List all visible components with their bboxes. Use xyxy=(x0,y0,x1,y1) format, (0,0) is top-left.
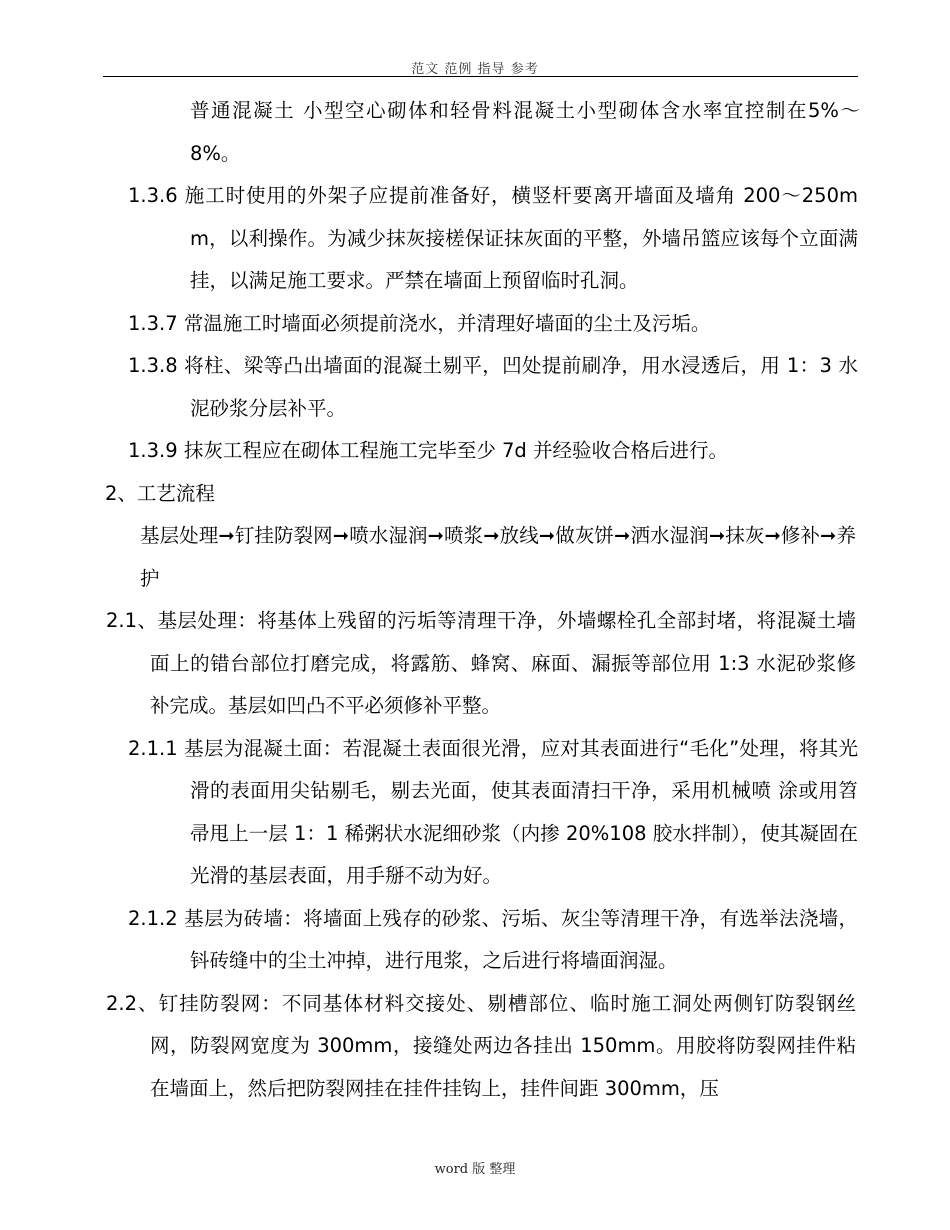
paragraph-2-1: 2.1、基层处理：将基体上残留的污垢等清理干净，外墙螺栓孔全部封堵，将混凝土墙面上的错台部位打磨完成，将露筋、蜂窝、麻面、漏振等部位用 1:3 水泥砂浆修补完成。基层如凹凸不平必须修补平整。 xyxy=(106,609,856,717)
paragraph-1-3-6: 1.3.6 施工时使用的外架子应提前准备好，横竖杆要离开墙面及墙角 200～250mm，以利操作。为减少抹灰接槎保证抹灰面的平整，外墙吊篮应该每个立面满挂，以满足施工要求。严禁在墙面上预留临时孔洞。 xyxy=(128,184,858,292)
page-header: 范文 范例 指导 参考 xyxy=(411,62,539,77)
paragraph-2-1-1: 2.1.1 基层为混凝土面：若混凝土表面很光滑，应对其表面进行“毛化”处理，将其光滑的表面用尖钻剔毛，剔去光面，使其表面清扫干净，采用机械喷 涂或用笤帚甩上一层 1：1 稀粥状水泥细砂浆（内掺 20%108 胶水拌制），使其凝固在光滑的基层表面，用手掰不动为好。 xyxy=(128,736,858,887)
paragraph-2-2: 2.2、钉挂防裂网：不同基体材料交接处、剔槽部位、临时施工洞处两侧钉防裂钢丝网，防裂网宽度为 300mm，接缝处两边各挂出 150mm。用胶将防裂网挂件粘在墙面上，然后把防裂网挂在挂件挂钩上，挂件间距 300mm，压 xyxy=(106,991,856,1100)
paragraph-1-3-9: 1.3.9 抹灰工程应在砌体工程施工完毕至少 7d 并经验收合格后进行。 xyxy=(128,439,728,462)
document-body xyxy=(0,90,950,1110)
page-footer: word 版 整理 xyxy=(434,1162,516,1177)
paragraph-1-3-7: 1.3.7 常温施工时墙面必须提前浇水，并清理好墙面的尘土及污垢。 xyxy=(128,311,711,335)
paragraph-moisture-content: 普通混凝土 小型空心砌体和轻骨料混凝土小型砌体含水率宜控制在5%～8%。 xyxy=(190,99,860,165)
paragraph-2-1-2: 2.1.2 基层为砖墙：将墙面上残存的砂浆、污垢、灰尘等清理干净，有选举法浇墙，钭砖缝中的尘土冲掉，进行甩浆，之后进行将墙面润湿。 xyxy=(128,906,858,972)
paragraph-process-flow: 基层处理➞钉挂防裂网➞喷水湿润➞喷浆➞放线➞做灰饼➞洒水湿润➞抹灰➞修补➞养护 xyxy=(140,524,856,590)
paragraph-1-3-8: 1.3.8 将柱、梁等凸出墙面的混凝土剔平，凹处提前刷净，用水浸透后，用 1：3 水泥砂浆分层补平。 xyxy=(128,354,858,420)
header-rule xyxy=(103,76,858,77)
section-heading-process-flow: 2、工艺流程 xyxy=(105,481,215,505)
